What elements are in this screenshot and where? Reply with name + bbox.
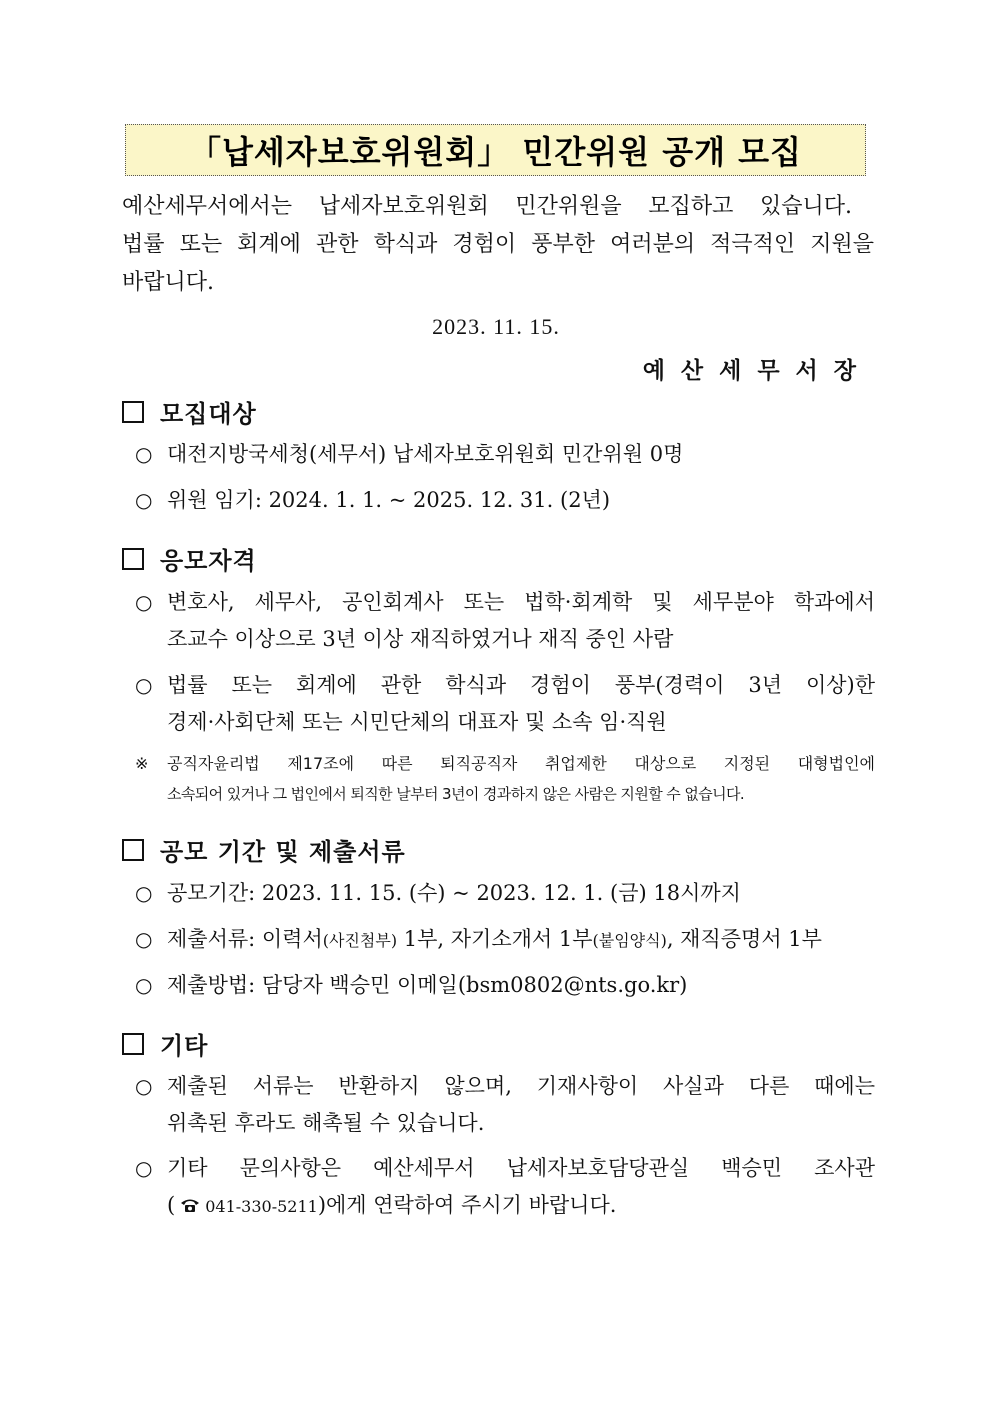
section-label: 모집대상 <box>160 400 257 428</box>
list-item <box>135 967 875 1004</box>
note-text: 소속되어 있거나 그 법인에서 퇴직한 날부터 3년이 경과하지 않은 사람은 지원할 수 없습니다. <box>167 785 745 803</box>
docs-photo-note: (사진첨부) <box>322 931 398 950</box>
square-checkbox-icon <box>122 839 144 861</box>
section-label: 기타 <box>160 1032 209 1060</box>
title-banner <box>125 124 866 176</box>
circle-bullet-icon: ○ <box>135 590 153 614</box>
signature: 예산세무서장 <box>642 357 872 384</box>
item-text: 경제·사회단체 또는 시민단체의 대표자 및 소속 임·직원 <box>167 710 667 734</box>
item-text-rest: )에게 연락하여 주시기 바랍니다. <box>317 1193 617 1217</box>
section-heading-target <box>122 394 257 429</box>
square-checkbox-icon <box>122 401 144 423</box>
circle-bullet-icon: ○ <box>135 673 153 697</box>
item-text: 변호사, 세무사, 공인회계사 또는 법학·회계학 및 세무분야 학과에서 <box>167 590 875 614</box>
section-heading-period <box>122 832 406 867</box>
circle-bullet-icon: ○ <box>135 442 153 466</box>
list-item <box>135 921 875 959</box>
list-item <box>135 1068 875 1142</box>
item-text: 제출방법: 담당자 백승민 이메일(bsm0802@nts.go.kr) <box>167 973 688 997</box>
item-text: 공모기간: 2023. 11. 15. (수) ~ 2023. 12. 1. (금) 18시까지 <box>167 881 741 905</box>
circle-bullet-icon: ○ <box>135 1074 153 1098</box>
item-text: 기타 문의사항은 예산세무서 납세자보호담당관실 백승민 조사관 <box>167 1156 875 1180</box>
item-text: 위촉된 후라도 해촉될 수 있습니다. <box>167 1111 485 1135</box>
intro-line: 법률 또는 회계에 관한 학식과 경험이 풍부한 여러분의 적극적인 지원을 <box>122 232 874 257</box>
list-item <box>135 482 875 519</box>
item-text: 대전지방국세청(세무서) 납세자보호위원회 민간위원 0명 <box>167 442 684 466</box>
docs-attach-note: (붙임양식) <box>592 931 667 950</box>
list-item <box>135 1150 875 1226</box>
note <box>135 748 875 810</box>
circle-bullet-icon: ○ <box>135 973 153 997</box>
item-text: 제출된 서류는 반환하지 않으며, 기재사항이 사실과 다른 때에는 <box>167 1074 875 1098</box>
item-text <box>167 921 875 959</box>
page-title: 「납세자보호위원회」 민간위원 공개 모집 <box>188 133 802 171</box>
list-item <box>135 875 875 912</box>
section-label: 응모자격 <box>160 547 257 575</box>
docs-mid: 1부, 자기소개서 1부 <box>397 927 593 951</box>
intro-paragraph <box>122 188 874 302</box>
item-text <box>167 1187 875 1226</box>
circle-bullet-icon: ○ <box>135 1156 153 1180</box>
circle-bullet-icon: ○ <box>135 881 153 905</box>
reference-mark-icon: ※ <box>135 754 149 773</box>
section-heading-qualification <box>122 541 257 576</box>
docs-prefix: 제출서류: 이력서 <box>167 927 323 951</box>
square-checkbox-icon <box>122 1033 144 1055</box>
list-item <box>135 436 875 473</box>
list-item <box>135 667 875 741</box>
phone-open: ( <box>167 1193 176 1217</box>
section-heading-etc <box>122 1026 208 1061</box>
docs-suffix: , 재직증명서 1부 <box>666 927 822 951</box>
section-label: 공모 기간 및 제출서류 <box>160 838 406 866</box>
intro-line: 바랍니다. <box>122 270 215 295</box>
square-checkbox-icon <box>122 548 144 570</box>
circle-bullet-icon: ○ <box>135 488 153 512</box>
notice-date: 2023. 11. 15. <box>432 314 560 339</box>
intro-line: 예산세무서에서는 납세자보호위원회 민간위원을 모집하고 있습니다. <box>122 194 852 219</box>
list-item <box>135 584 875 658</box>
phone-number: 041-330-5211 <box>205 1197 318 1216</box>
item-text: 위원 임기: 2024. 1. 1. ~ 2025. 12. 31. (2년) <box>167 488 611 512</box>
item-text: 법률 또는 회계에 관한 학식과 경험이 풍부(경력이 3년 이상)한 <box>167 673 875 697</box>
item-text: 조교수 이상으로 3년 이상 재직하였거나 재직 중인 사람 <box>167 627 674 651</box>
phone-icon <box>179 1189 201 1226</box>
note-text: 공직자윤리법 제17조에 따른 퇴직공직자 취업제한 대상으로 지정된 대형법인에 <box>167 754 875 773</box>
circle-bullet-icon: ○ <box>135 927 153 951</box>
